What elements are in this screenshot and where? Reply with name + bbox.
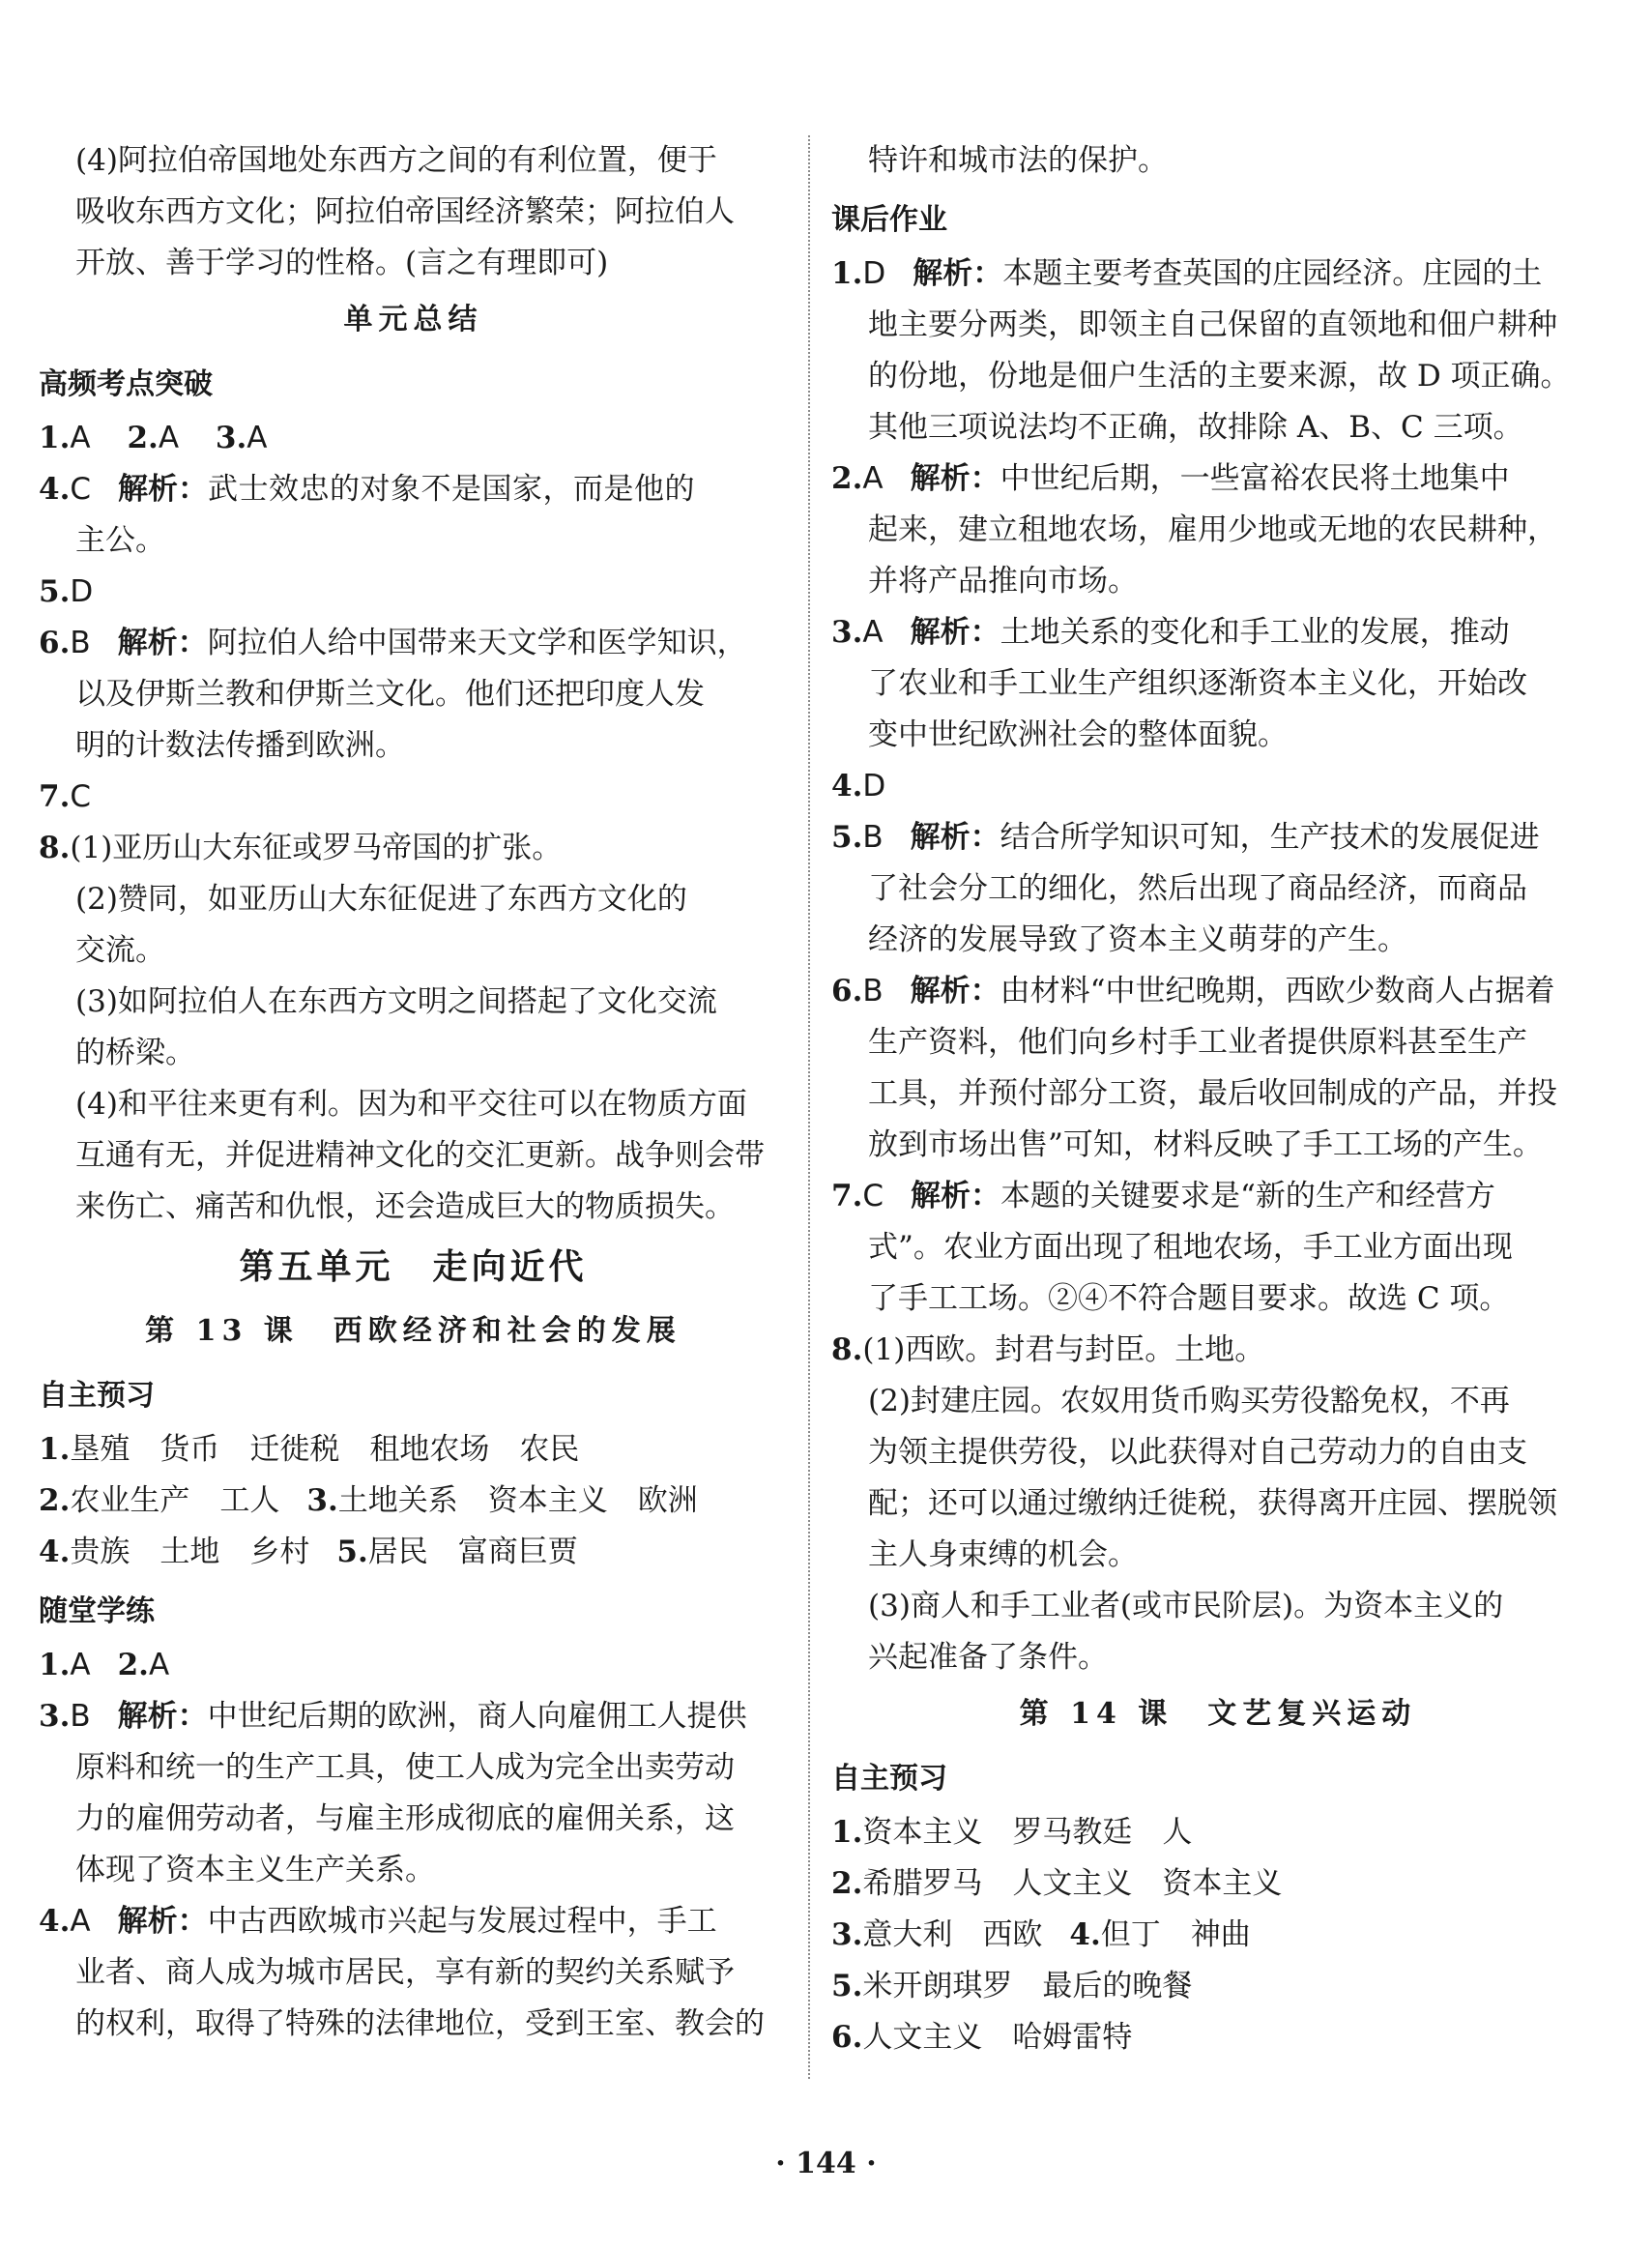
q-answer: A <box>70 1904 91 1939</box>
section-heading-suitang: 随堂学练 <box>39 1594 155 1628</box>
unit-summary-title: 单元总结 <box>343 303 483 336</box>
unit-title: 第五单元 走向近代 <box>239 1246 588 1287</box>
answer-line <box>39 1896 788 1947</box>
q-answer: A <box>862 615 884 650</box>
analysis-label: 解析： <box>910 615 1000 650</box>
answer-line <box>39 1424 788 1476</box>
text-line: 明的计数法传播到欧洲。 <box>75 728 405 763</box>
answer-line <box>39 567 788 618</box>
answer-line <box>831 453 1605 505</box>
q-answer: A <box>70 421 91 455</box>
answer-line <box>39 464 788 515</box>
q-number: 6. <box>39 626 71 660</box>
answer-text: 资本主义 罗马教廷 人 <box>862 1815 1193 1850</box>
text-line: 经济的发展导致了资本主义萌芽的产生。 <box>868 922 1407 957</box>
text-line: 生产资料，他们向乡村手工业者提供原料甚至生产 <box>868 1025 1527 1060</box>
answer-line <box>831 607 1605 658</box>
q-answer: B <box>70 626 91 660</box>
text-line: 主人身束缚的机会。 <box>868 1537 1138 1572</box>
q-answer: A <box>70 1648 91 1682</box>
q-number: 1. <box>39 1648 71 1682</box>
text-line: 起来，建立租地农场，雇用少地或无地的农民耕种， <box>868 512 1557 547</box>
q-answer: B <box>70 1699 91 1734</box>
text-line: 了手工工场。②④不符合题目要求。故选 C 项。 <box>868 1281 1510 1316</box>
answer-text: 农业生产 工人 <box>70 1483 280 1518</box>
q-answer: B <box>862 974 884 1009</box>
text-line: 来伤亡、痛苦和仇恨，还会造成巨大的物质损失。 <box>75 1189 735 1224</box>
text-line: 的桥梁。 <box>75 1036 195 1070</box>
q-number: 3. <box>831 615 863 650</box>
q-number: 2. <box>127 421 159 455</box>
text-line: 配；还可以通过缴纳迁徙税，获得离开庄园、摆脱领 <box>868 1486 1557 1521</box>
q-answer: A <box>862 461 884 496</box>
text-line: 主公。 <box>75 523 165 558</box>
answer-line <box>831 1325 1605 1376</box>
answer-text: 人文主义 哈姆雷特 <box>862 2020 1133 2055</box>
q-number: 4. <box>39 1904 71 1939</box>
q-number: 3. <box>306 1483 338 1518</box>
answer-line <box>39 1527 788 1578</box>
answer-text: 但丁 神曲 <box>1100 1917 1251 1952</box>
text-line: 为领主提供劳役，以此获得对自己劳动力的自由支 <box>868 1435 1527 1470</box>
q-number: 8. <box>39 831 71 865</box>
text-line: 兴起准备了条件。 <box>868 1640 1108 1675</box>
text-line: 互通有无，并促进精神文化的交汇更新。战争则会带 <box>75 1138 765 1173</box>
analysis-text: 结合所学知识可知，生产技术的发展促进 <box>1000 820 1540 855</box>
q-number: 1. <box>831 1815 863 1850</box>
text-line: 放到市场出售”可知，材料反映了手工工场的产生。 <box>868 1127 1543 1162</box>
analysis-text: 本题主要考查英国的庄园经济。庄园的土 <box>1002 256 1543 291</box>
text-line: 交流。 <box>75 933 165 968</box>
text-line: 体现了资本主义生产关系。 <box>75 1853 435 1887</box>
q-answer: D <box>70 574 94 609</box>
text-line: 工具，并预付部分工资，最后收回制成的产品，并投 <box>868 1076 1557 1111</box>
lesson-title: 第 13 课 西欧经济和社会的发展 <box>145 1314 681 1348</box>
text-line: (2)赞同，如亚历山大东征促进了东西方文化的 <box>75 882 687 917</box>
text-line: 的权利，取得了特殊的法律地位，受到王室、教会的 <box>75 2006 765 2041</box>
analysis-text: 中世纪后期的欧洲，商人向雇佣工人提供 <box>207 1699 747 1734</box>
analysis-label: 解析： <box>910 974 1000 1009</box>
q-number: 4. <box>39 472 71 507</box>
analysis-label: 解析： <box>118 472 209 507</box>
answer-line <box>831 248 1605 300</box>
q-answer: C <box>70 472 92 507</box>
text-line: 以及伊斯兰教和伊斯兰文化。他们还把印度人发 <box>75 677 705 712</box>
answer-line <box>39 1640 788 1691</box>
answer-line <box>39 772 788 823</box>
q-answer: C <box>862 1179 884 1213</box>
text-line: 力的雇佣劳动者，与雇主形成彻底的雇佣关系，这 <box>75 1801 735 1836</box>
text-line: 变中世纪欧洲社会的整体面貌。 <box>868 717 1288 752</box>
analysis-label: 解析： <box>117 1699 208 1734</box>
text-line: 特许和城市法的保护。 <box>868 143 1168 178</box>
answer-line-1-3 <box>39 413 788 464</box>
lesson-title: 第 14 课 文艺复兴运动 <box>1019 1697 1417 1731</box>
answer-line <box>831 1858 1605 1910</box>
answer-text: 贵族 土地 乡村 <box>70 1535 310 1569</box>
text-line: 吸收东西方文化；阿拉伯帝国经济繁荣；阿拉伯人 <box>75 194 735 229</box>
q-number: 1. <box>831 256 863 291</box>
q-number: 4. <box>831 769 863 804</box>
text-line: 其他三项说法均不正确，故排除 A、B、C 三项。 <box>868 410 1523 445</box>
q-number: 8. <box>831 1332 863 1367</box>
answer-text: 希腊罗马 人文主义 资本主义 <box>862 1866 1283 1901</box>
q-number: 5. <box>831 1969 863 2003</box>
section-heading-gaopin: 高频考点突破 <box>39 367 213 401</box>
q-answer: B <box>862 820 884 855</box>
text-line: 式”。农业方面出现了租地农场，手工业方面出现 <box>868 1230 1513 1265</box>
answer-text: 米开朗琪罗 最后的晚餐 <box>862 1969 1193 2003</box>
q-answer: A <box>148 1648 170 1682</box>
answer-text: (1)亚历山大东征或罗马帝国的扩张。 <box>70 831 563 865</box>
analysis-text: 由材料“中世纪晚期，西欧少数商人占据着 <box>1000 974 1555 1009</box>
analysis-label: 解析： <box>910 461 1000 496</box>
text-line: 并将产品推向市场。 <box>868 564 1138 599</box>
q-number: 2. <box>831 1866 863 1901</box>
analysis-text: 本题的关键要求是“新的生产和经营方 <box>1000 1179 1495 1213</box>
analysis-label: 解析： <box>117 626 208 660</box>
q-answer: A <box>158 421 180 455</box>
analysis-text: 中古西欧城市兴起与发展过程中，手工 <box>207 1904 717 1939</box>
section-heading-zizhu: 自主预习 <box>831 1762 947 1796</box>
text-line: 业者、商人成为城市居民，享有新的契约关系赋予 <box>75 1955 735 1990</box>
text-line: 的份地，份地是佃户生活的主要来源，故 D 项正确。 <box>868 359 1571 394</box>
text-line: 了农业和手工业生产组织逐渐资本主义化，开始改 <box>868 666 1527 701</box>
answer-text: 意大利 西欧 <box>862 1917 1043 1952</box>
q-number: 7. <box>831 1179 863 1213</box>
text-line: (4)和平往来更有利。因为和平交往可以在物质方面 <box>75 1087 747 1122</box>
text-line: (4)阿拉伯帝国地处东西方之间的有利位置，便于 <box>75 143 717 178</box>
q-number: 6. <box>831 974 863 1009</box>
analysis-text: 土地关系的变化和手工业的发展，推动 <box>1000 615 1510 650</box>
answer-line <box>831 812 1605 863</box>
q-number: 2. <box>117 1648 149 1682</box>
q-number: 2. <box>831 461 863 496</box>
answer-line <box>831 1171 1605 1222</box>
text-line: 原料和统一的生产工具，使工人成为完全出卖劳动 <box>75 1750 735 1785</box>
q-answer: D <box>862 256 886 291</box>
analysis-label: 解析： <box>117 1904 208 1939</box>
analysis-label: 解析： <box>910 820 1000 855</box>
q-number: 3. <box>39 1699 71 1734</box>
q-number: 2. <box>39 1483 71 1518</box>
answer-line <box>831 1961 1605 2012</box>
answer-line <box>831 761 1605 812</box>
analysis-label: 解析： <box>911 1179 1001 1213</box>
section-heading-kehou: 课后作业 <box>831 203 947 237</box>
text-line: 了社会分工的细化，然后出现了商品经济，而商品 <box>868 871 1527 906</box>
q-number: 5. <box>39 574 71 609</box>
text-line: (3)商人和手工业者(或市民阶层)。为资本主义的 <box>868 1589 1504 1623</box>
answer-text: 居民 富商巨贾 <box>367 1535 578 1569</box>
analysis-text: 中世纪后期，一些富裕农民将土地集中 <box>1000 461 1510 496</box>
q-number: 3. <box>215 421 247 455</box>
q-answer: D <box>862 769 886 804</box>
answer-line <box>831 966 1605 1017</box>
analysis-text: 阿拉伯人给中国带来天文学和医学知识， <box>207 626 747 660</box>
answer-line <box>831 1807 1605 1858</box>
answer-line <box>39 1476 788 1527</box>
answer-line <box>39 1691 788 1742</box>
text-line: 开放、善于学习的性格。(言之有理即可) <box>75 246 609 280</box>
q-number: 3. <box>831 1917 863 1952</box>
text-line: (2)封建庄园。农奴用货币购买劳役豁免权，不再 <box>868 1384 1510 1418</box>
right-column <box>831 135 1605 2063</box>
q-answer: C <box>70 779 92 814</box>
left-column <box>39 135 788 2050</box>
answer-line <box>39 823 788 874</box>
column-divider <box>808 135 810 2079</box>
q-number: 6. <box>831 2020 863 2055</box>
answer-line <box>831 1910 1605 1961</box>
q-number: 7. <box>39 779 71 814</box>
q-number: 1. <box>39 421 71 455</box>
answer-text: 垦殖 货币 迁徙税 租地农场 农民 <box>70 1432 580 1467</box>
q-number: 4. <box>39 1535 71 1569</box>
answer-line <box>39 618 788 669</box>
q-answer: A <box>246 421 268 455</box>
q-number: 5. <box>336 1535 368 1569</box>
page-number: · 144 · <box>775 2147 877 2180</box>
q-number: 5. <box>831 820 863 855</box>
text-line: 地主要分两类，即领主自己保留的直领地和佃户耕种 <box>868 307 1557 342</box>
q-number: 1. <box>39 1432 71 1467</box>
analysis-label: 解析： <box>913 256 1003 291</box>
answer-line <box>831 2012 1605 2063</box>
text-line: (3)如阿拉伯人在东西方文明之间搭起了文化交流 <box>75 984 717 1019</box>
analysis-text: 武士效忠的对象不是国家，而是他的 <box>208 472 696 507</box>
answer-text: 土地关系 资本主义 欧洲 <box>337 1483 698 1518</box>
section-heading-zizhu: 自主预习 <box>39 1379 155 1413</box>
answer-text: (1)西欧。封君与封臣。土地。 <box>862 1332 1265 1367</box>
q-number: 4. <box>1069 1917 1101 1952</box>
